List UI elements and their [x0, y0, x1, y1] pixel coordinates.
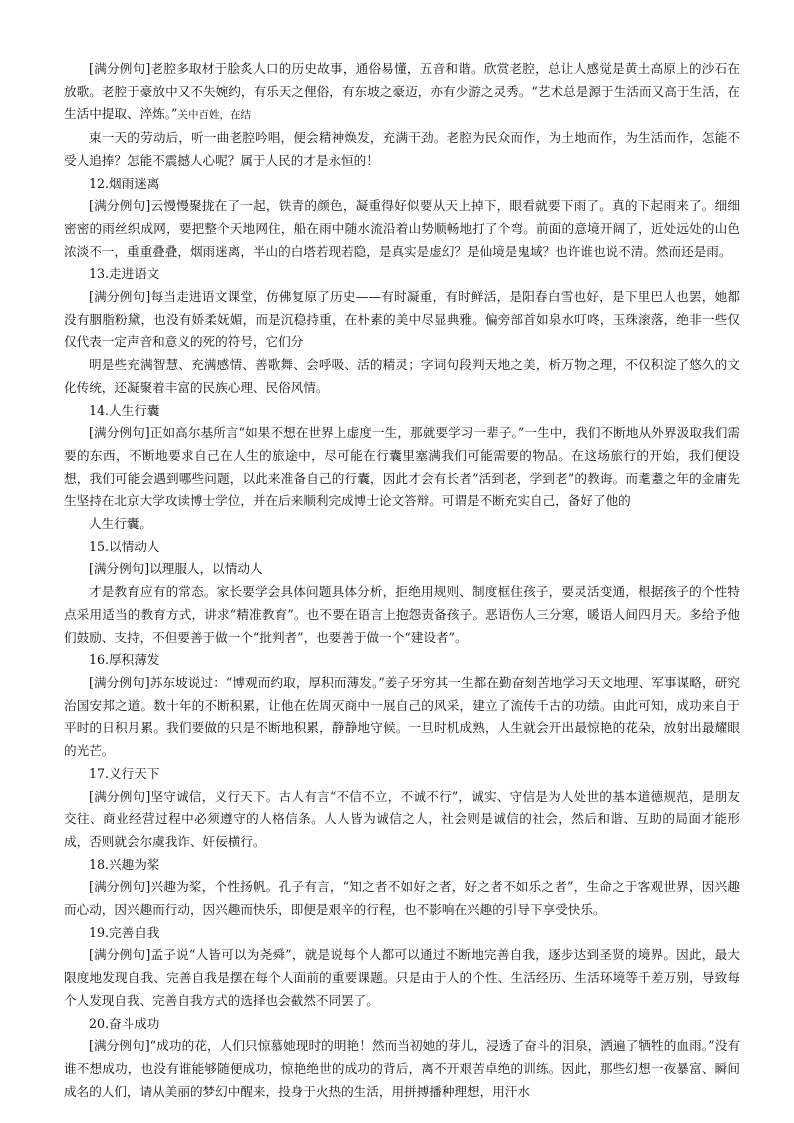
s11-paragraph-1 — [64, 58, 740, 127]
s17-paragraph: [满分例句]坚守诚信，义行天下。古人有言“不信不立，不诚不行”，诚实、守信是为人处世的基本道德规范，是朋友交往、商业经营过程中必须遵守的人格信条。人人皆为诚信之人，社会则是诚信的社会，然后和谐、互助的局面才能形成，否则就会尔虞我诈、奸佞横行。 — [64, 788, 740, 849]
s11-paragraph-2: 束一天的劳动后，听一曲老腔吟唱，便会精神焕发，充满干劲。老腔为民众而作，为土地而作，为生活而作，怎能不受人追捧？怎能不震撼人心呢？属于人民的才是永恒的！ — [64, 130, 740, 168]
s14-paragraph-2: 人生行囊。 — [89, 516, 152, 532]
s19-paragraph: [满分例句]孟子说“人皆可以为尧舜”，就是说每个人都可以通过不断地完善自我，逐步达到圣贤的境界。因此，最大限度地发现自我、完善自我是摆在每个人面前的重要课题。只是由于人的个性、生活经历、生活环境等千差万别，导致每个人发现自我、完善自我方式的选择也会截然不同罢了。 — [64, 947, 740, 1008]
s13-paragraph-2: 明是些充满智慧、充满感情、善歌舞、会呼吸、活的精灵；字词句段判天地之美，析万物之理，不仅积淀了悠久的文化传统，还凝聚着丰富的民族心理、民俗风情。 — [64, 357, 740, 395]
s17-heading: 17.义行天下 — [89, 765, 160, 781]
s20-paragraph: [满分例句]“成功的花，人们只惊慕她现时的明艳！然而当初她的芽儿，浸透了奋斗的泪泉，洒遍了牺牲的血雨。”没有谁不想成功，也没有谁能够随便成功，惊艳绝世的成功的背后，离不开艰苦卓绝的训练。因此，那些幻想一夜暴富、瞬间成名的人们，请从美丽的梦幻中醒来，投身于火热的生活，用拼搏播种理想，用汗水 — [64, 1038, 740, 1099]
s15-paragraph-2: 才是教育应有的常态。家长要学会具体问题具体分析，拒绝用规则、制度框住孩子，要灵活变通，根据孩子的个性特点采用适当的教育方式，讲求“精准教育”。也不要在语言上抱怨责备孩子。恶语伤人三分寒，暖语人间四月天。多给予他们鼓励、支持，不但要善于做一个“批判者”，也要善于做一个“建设者”。 — [64, 584, 740, 645]
s15-heading: 15.以情动人 — [89, 538, 160, 554]
document-page — [64, 58, 740, 1103]
s19-heading: 19.完善自我 — [89, 924, 160, 940]
s11-text: [满分例句]老腔多取材于脍炙人口的历史故事，通俗易懂，五音和谐。欣赏老腔，总让人感觉是黄土高原上的沙石在放歌。老腔于豪放中又不失婉约，有乐天之俚俗，有东坡之豪迈，亦有少游之灵秀。“艺术总是源于生活而又高于生活，在生活中提取、淬炼。” — [64, 61, 740, 122]
s14-heading: 14.人生行囊 — [89, 402, 160, 418]
s16-heading: 16.厚积薄发 — [89, 652, 160, 668]
s12-paragraph: [满分例句]云慢慢聚拢在了一起，铁青的颜色，凝重得好似要从天上掉下，眼看就要下雨了。真的下起雨来了。细细密密的雨丝织成网，要把整个天地网住，船在雨中随水流沿着山势顺畅地打了个弯。前面的意境开阔了，近处远处的山色浓淡不一，重重叠叠，烟雨迷离，半山的白塔若现若隐，是真实是虚幻？是仙境是鬼域？也许谁也说不清。然而还是雨。 — [64, 198, 740, 259]
s12-heading: 12.烟雨迷离 — [89, 175, 160, 191]
s18-paragraph: [满分例句]兴趣为桨，个性扬帆。孔子有言，“知之者不如好之者，好之者不如乐之者”，生命之于客观世界，因兴趣而心动，因兴趣而行动，因兴趣而快乐，即便是艰辛的行程，也不影响在兴趣的引导下享受快乐。 — [64, 879, 740, 918]
s14-paragraph-1: [满分例句]正如高尔基所言“如果不想在世界上虚度一生，那就要学习一辈子。”一生中，我们不断地从外界汲取我们需要的东西，不断地要求自己在人生的旅途中，尽可能在行囊里塞满我们可能需要的物品。在这场旅行的开始，我们便设想，我们可能会遇到哪些问题，以此来准备自己的行囊，因此才会有长者“活到老，学到老”的教诲。而耄耋之年的金庸先生坚持在北京大学攻读博士学位，并在后来顺利完成博士论文答辩。可谓是不断充实自己，备好了他的 — [64, 425, 740, 509]
s11-small-text: 关中百姓，在结 — [177, 109, 251, 122]
s20-heading: 20.奋斗成功 — [89, 1015, 160, 1031]
s18-heading: 18.兴趣为桨 — [89, 856, 160, 872]
s13-paragraph-1: [满分例句]每当走进语文课堂，仿佛复原了历史——有时凝重，有时鲜活，是阳春白雪也好，是下里巴人也罢，她都没有胭脂粉黛，也没有娇柔妩媚，而是沉稳持重，在朴素的美中尽显典雅。偏旁部首如泉水叮咚，玉珠滚落，绝非一些仅仅代表一定声音和意义的死的符号，它们分 — [64, 289, 740, 350]
s16-paragraph: [满分例句]苏东坡说过：“博观而约取，厚积而薄发。”姜子牙穷其一生都在勤奋刻苦地学习天文地理、军事谋略，研究治国安邦之道。数十年的不断积累，让他在佐周灭商中一展自己的风采，建立了流传千古的功绩。由此可知，成功来自于平时的日积月累。我们要做的只是不断地积累，静静地守候。一旦时机成熟，人生就会开出最惊艳的花朵，放射出最耀眼的光芒。 — [64, 674, 740, 759]
s15-paragraph-1: [满分例句]以理服人，以情动人 — [89, 561, 263, 577]
s13-heading: 13.走进语文 — [89, 266, 160, 282]
